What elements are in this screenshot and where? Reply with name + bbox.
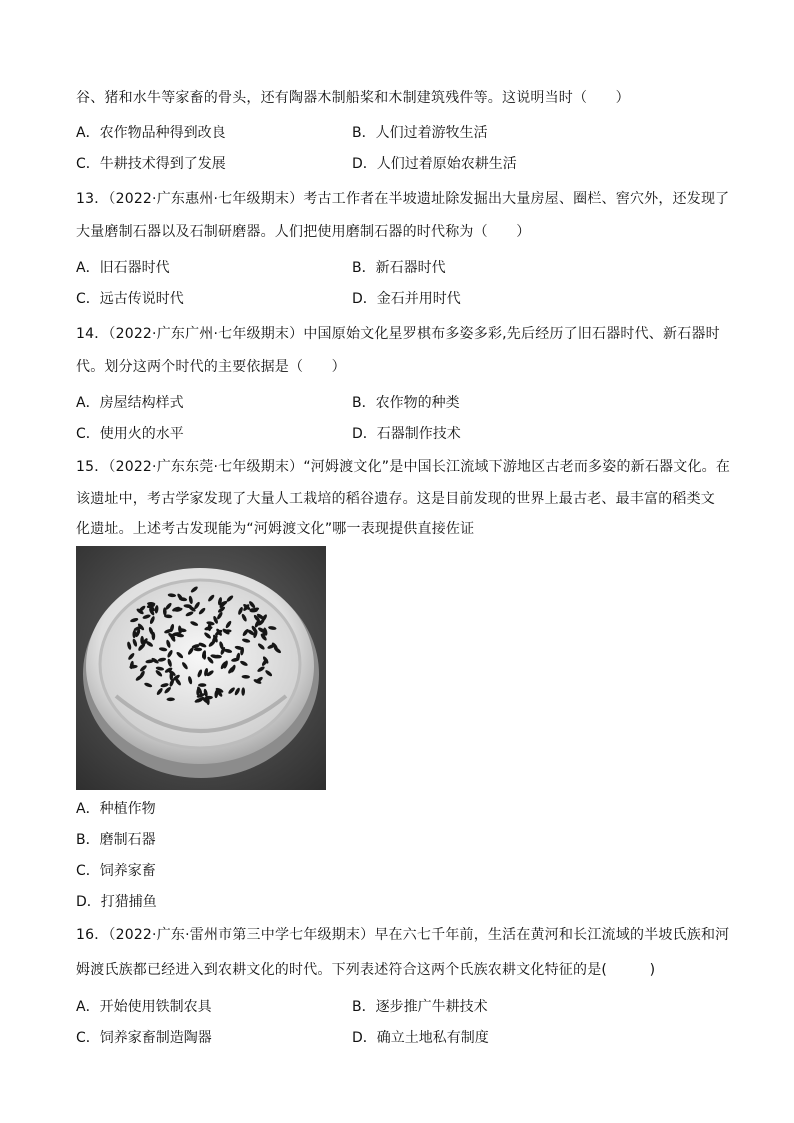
q13-stem-line1: 13．（2022·广东惠州·七年级期末）考古工作者在半坡遗址除发掘出大量房屋、圈栏、窖穴外，还发现了 (76, 191, 730, 207)
q13-option-c[interactable]: C．远古传说时代 (76, 291, 184, 307)
q15-option-c[interactable]: C．饲养家畜 (76, 863, 156, 879)
q13-option-d[interactable]: D．金石并用时代 (352, 291, 461, 307)
q16-option-c[interactable]: C．饲养家畜制造陶器 (76, 1030, 212, 1046)
q14-option-c[interactable]: C．使用火的水平 (76, 426, 184, 442)
q14-stem-line2: 代。划分这两个时代的主要依据是（ ） (76, 359, 346, 375)
q16-option-b[interactable]: B．逐步推广牛耕技术 (352, 999, 488, 1015)
q14-option-d[interactable]: D．石器制作技术 (352, 426, 461, 442)
q15-option-a[interactable]: A．种植作物 (76, 801, 156, 817)
q13-option-b[interactable]: B．新石器时代 (352, 260, 446, 276)
q12-option-b[interactable]: B．人们过着游牧生活 (352, 125, 488, 141)
q13-stem-line2: 大量磨制石器以及石制研磨器。人们把使用磨制石器的时代称为（ ） (76, 224, 531, 240)
q16-option-d[interactable]: D．确立土地私有制度 (352, 1030, 489, 1046)
q14-stem-line1: 14．（2022·广东广州·七年级期末）中国原始文化星罗棋布多姿多彩,先后经历了旧石器时代、新石器时 (76, 326, 720, 342)
q12-stem-tail: 谷、猪和水牛等家畜的骨头，还有陶器木制船桨和木制建筑残件等。这说明当时（ ） (76, 90, 630, 106)
q15-option-b[interactable]: B．磨制石器 (76, 832, 156, 848)
q16-option-a[interactable]: A．开始使用铁制农具 (76, 999, 212, 1015)
q14-option-b[interactable]: B．农作物的种类 (352, 395, 460, 411)
q15-stem-line3: 化遗址。上述考古发现能为“河姆渡文化”哪一表现提供直接佐证 (76, 521, 475, 537)
q12-option-c[interactable]: C．牛耕技术得到了发展 (76, 156, 226, 172)
q13-option-a[interactable]: A．旧石器时代 (76, 260, 170, 276)
q14-option-a[interactable]: A．房屋结构样式 (76, 395, 184, 411)
q15-option-d[interactable]: D．打猎捕鱼 (76, 894, 157, 910)
q15-stem-line1: 15．（2022·广东东莞·七年级期末）“河姆渡文化”是中国长江流域下游地区古老而多姿的新石器文化。在 (76, 459, 731, 475)
q16-stem-line1: 16．（2022·广东·雷州市第三中学七年级期末）早在六七千年前，生活在黄河和长江流域的半坡氏族和河 (76, 927, 730, 943)
q12-option-d[interactable]: D．人们过着原始农耕生活 (352, 156, 517, 172)
q15-stem-line2: 该遗址中，考古学家发现了大量人工栽培的稻谷遗存。这是目前发现的世界上最古老、最丰富的稻类文 (76, 491, 715, 507)
rice-grains-photo (76, 546, 326, 790)
q16-stem-line2: 姆渡氏族都已经进入到农耕文化的时代。下列表述符合这两个氏族农耕文化特征的是( ) (76, 962, 656, 978)
q12-option-a[interactable]: A．农作物品种得到改良 (76, 125, 226, 141)
